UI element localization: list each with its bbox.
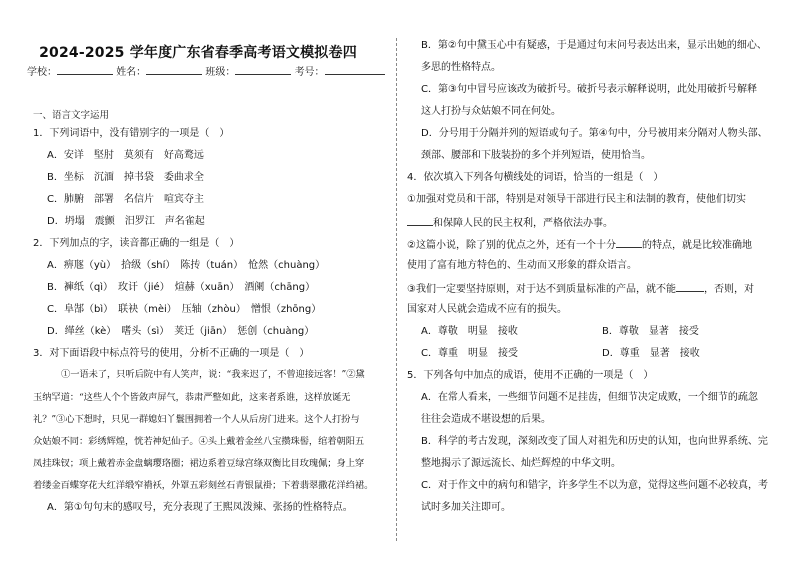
q4-option-d: D．尊重 显著 接收	[602, 348, 700, 359]
q2-stem: 2．下列加点的字，读音都正确的一组是（ ）	[33, 238, 240, 249]
q4-sentence2-line2: 使用了富有地方特色的、生动而又形象的群众语言。	[407, 260, 637, 271]
q4-blank-3[interactable]	[676, 282, 704, 292]
q3-option-c-line2: 这人打扮与众姑娘不同在何处。	[421, 106, 561, 117]
q4-sentence2-line1	[407, 238, 752, 252]
q5-option-a-line2: 往往会造成不堪设想的后果。	[421, 414, 551, 425]
q3-passage-line: ①一语未了，只听后院中有人笑声，说：“我来迟了，不曾迎接远客！”②黛	[61, 369, 365, 380]
q2-option-d: D．缂丝（kè） 嗜头（sì） 荚迁（jiān） 惩创（chuàng）	[47, 326, 315, 337]
exam-no-label: 考号：	[294, 67, 325, 78]
class-field[interactable]	[235, 65, 291, 75]
q3-passage-line: 玉纳罕道：“这些人个个皆敛声屏气，恭肃严整如此，这来者系谁，这样放诞无	[33, 392, 351, 403]
q3-option-c-line1: C．第③句中冒号应该改为破折号。破折号表示解释说明，此处用破折号解释	[421, 84, 757, 95]
q4-sentence2-pre: ②这篇小说，除了别的优点之外，还有一个十分	[407, 240, 616, 251]
q3-option-b-line1: B．第②句中黛玉心中有疑惑，于是通过句末问号表达出来，显示出她的细心、	[421, 40, 767, 51]
q1-option-a: A．安详 堅肘 莫须有 好高鹜远	[47, 150, 204, 161]
q4-sentence3-pre: ③我们一定要坚持原则，对于达不到质量标准的产品，就不能	[407, 284, 676, 295]
school-field[interactable]	[57, 65, 113, 75]
right-column	[397, 0, 794, 561]
q4-stem: 4．依次填入下列各句横线处的词语，恰当的一组是（ ）	[407, 172, 664, 183]
exam-no-field[interactable]	[325, 65, 385, 75]
q1-option-b: B．坐标 沉湎 掉书袋 委曲求全	[47, 172, 204, 183]
q2-option-a: A．痹豗（yù） 拾级（shí） 陈抟（tuán） 怆然（chuàng）	[47, 260, 326, 271]
q4-sentence1-line2	[407, 216, 613, 230]
exam-title: 2024-2025 学年度广东省春季高考语文模拟卷四	[39, 45, 357, 61]
q2-option-b: B．褲纸（qì） 玫讦（jié） 煊赫（xuān） 酒阑（chāng）	[47, 282, 316, 293]
q4-sentence3-line2: 国家对人民就会造成不应有的损失。	[407, 304, 567, 315]
q4-blank-1[interactable]	[407, 216, 433, 226]
class-label: 班级：	[205, 67, 236, 78]
q4-option-b: B．尊敬 显著 接受	[602, 326, 699, 337]
q4-blank-2[interactable]	[616, 238, 642, 248]
q4-sentence1-line1: ①加强对党员和干部，特别是对领导干部进行民主和法制的教育，使他们切实	[407, 194, 746, 205]
left-column	[0, 0, 396, 561]
q4-sentence3-line1	[407, 282, 754, 296]
q5-option-a-line1: A．在常人看来，一些细节问题不足挂齿，但细节决定成败，一个细节的疏忽	[421, 392, 758, 403]
q5-option-c-line1: C．对于作文中的病句和错字，许多学生不以为意，觉得这些问题不必较真，考	[421, 480, 768, 491]
q3-passage-line: 礼？”③心下想时，只见一群媳妇丫鬟围拥着一个人从后房门进来。这个人打扮与	[33, 414, 360, 425]
q4-sentence2-post: 的特点，就是比较准确地	[641, 240, 752, 251]
q3-option-d-line2: 颈部、腰部和下肢装扮的多个并列短语，使用恰当。	[421, 150, 651, 161]
q4-option-a: A．尊敬 明显 接收	[421, 326, 518, 337]
q1-stem: 1．下列词语中，没有错别字的一项是（ ）	[33, 128, 230, 139]
q2-option-c: C．阜郜（bì） 联袂（mèi） 压轴（zhòu） 憎恨（zhōng）	[47, 304, 322, 315]
student-info	[27, 65, 385, 79]
section-heading: 一、语言文字运用	[33, 110, 110, 121]
school-label: 学校：	[27, 67, 57, 78]
q3-stem: 3．对下面语段中标点符号的使用，分析不正确的一项是（ ）	[33, 348, 310, 359]
q4-sentence1-text: 和保障人民的民主权利，严格依法办事。	[433, 218, 613, 229]
q4-option-c: C．尊重 明显 接受	[421, 348, 518, 359]
name-label: 姓名：	[116, 67, 147, 78]
q1-option-d: D．坍塌 震颤 汨罗江 声名雀起	[47, 216, 205, 227]
name-field[interactable]	[146, 65, 202, 75]
q1-option-c: C．肺腑 部署 名信片 喧宾夺主	[47, 194, 204, 205]
q3-passage-line: 着缕金百蝶穿花大红洋缎窄褙袄，外罩五彩刻丝石青银鼠褂；下着翡翠撒花洋绉裙。	[33, 480, 374, 491]
q4-sentence3-post: ，否则，对	[703, 284, 754, 295]
q5-stem: 5．下列各句中加点的成语，使用不正确的一项是（ ）	[407, 370, 654, 381]
q3-passage-line: 众姑娘不同：彩绣辉煌，恍若神妃仙子。④头上戴着金丝八宝攒珠髻，绾着朝阳五	[33, 436, 365, 447]
q3-option-d-line1: D．分号用于分隔并列的短语或句子。第④句中，分号被用来分隔对人物头部、	[421, 128, 768, 139]
q5-option-b-line2: 整地揭示了源远流长、灿烂辉煌的中华文明。	[421, 458, 621, 469]
q3-passage-line: 凤挂珠钗；项上戴着赤金盘螭璎珞圈；裙边系着豆绿宫绦双衡比目玫瑰佩；身上穿	[33, 458, 365, 469]
q3-option-b-line2: 多思的性格特点。	[421, 62, 501, 73]
q3-option-a: A．第①句句末的感叹号，充分表现了王熙凤泼辣、张扬的性格特点。	[47, 502, 353, 513]
q5-option-c-line2: 试时多加关注即可。	[421, 502, 511, 513]
q5-option-b-line1: B．科学的考古发现，深刻改变了国人对祖先和历史的认知，也向世界系统、完	[421, 436, 768, 447]
